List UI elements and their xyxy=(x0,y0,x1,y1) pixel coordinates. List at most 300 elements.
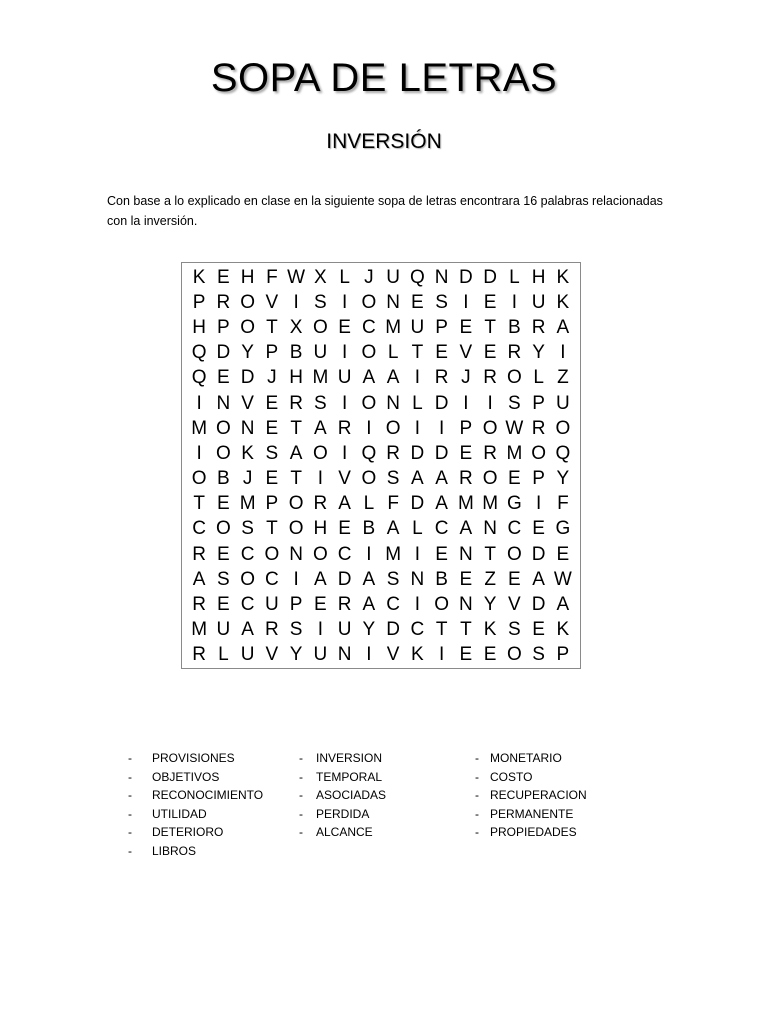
grid-letter: B xyxy=(289,342,303,364)
grid-letter: F xyxy=(387,493,399,515)
grid-letter: C xyxy=(240,543,255,565)
grid-letter: H xyxy=(531,266,546,288)
grid-letter: U xyxy=(313,342,328,364)
grid-letter: D xyxy=(483,266,497,288)
grid-letter: N xyxy=(386,392,400,414)
grid-letter: A xyxy=(362,594,376,616)
grid-letter: I xyxy=(535,493,542,515)
grid-letter: C xyxy=(386,594,400,616)
grid-letter: G xyxy=(555,518,571,540)
grid-letter: D xyxy=(459,266,473,288)
grid-letter: I xyxy=(366,417,372,439)
page-title: SOPA DE LETRAS xyxy=(210,56,558,100)
grid-letter: R xyxy=(265,619,279,641)
grid-letter: U xyxy=(410,316,425,338)
grid-letter: D xyxy=(434,442,449,464)
grid-letter: N xyxy=(337,644,352,666)
grid-letter: Q xyxy=(191,342,207,364)
grid-letter: O xyxy=(385,417,401,439)
grid-letter: Y xyxy=(241,342,254,364)
grid-letter: I xyxy=(366,644,372,666)
grid-letter: J xyxy=(461,367,471,389)
grid-letter: S xyxy=(265,442,279,464)
grid-letter: F xyxy=(557,493,569,515)
grid-letter: I xyxy=(463,392,469,414)
bullet-dash: - xyxy=(299,751,303,765)
word-list-word: MONETARIO xyxy=(490,751,562,765)
grid-letter: D xyxy=(531,543,546,565)
grid-row xyxy=(187,391,575,416)
grid-letter: A xyxy=(435,493,448,515)
grid-letter: U xyxy=(556,392,570,414)
grid-letter: A xyxy=(314,568,327,590)
grid-letter: X xyxy=(314,266,327,288)
grid-letter: O xyxy=(361,392,377,414)
grid-letter: B xyxy=(217,468,230,490)
grid-letter: K xyxy=(556,266,570,288)
grid-letter: O xyxy=(555,417,571,439)
grid-letter: P xyxy=(532,392,545,414)
grid-row xyxy=(187,416,575,441)
grid-letter: S xyxy=(532,644,545,666)
grid-letter: M xyxy=(457,493,474,515)
grid-letter: M xyxy=(191,417,208,439)
grid-letter: V xyxy=(338,468,351,490)
grid-letter: D xyxy=(216,342,231,364)
grid-letter: C xyxy=(362,316,376,338)
grid-letter: L xyxy=(412,392,423,414)
grid-letter: D xyxy=(386,619,400,641)
grid-letter: O xyxy=(361,291,377,313)
grid-letter: I xyxy=(463,291,469,313)
grid-letter: U xyxy=(216,619,231,641)
grid-letter: E xyxy=(459,316,473,338)
grid-letter: A xyxy=(362,367,376,389)
bullet-dash: - xyxy=(475,788,479,803)
grid-letter: E xyxy=(532,518,545,540)
grid-letter: R xyxy=(192,644,206,666)
grid-letter: Z xyxy=(484,568,496,590)
grid-letter: E xyxy=(217,493,230,515)
grid-letter: N xyxy=(240,417,255,439)
grid-letter: E xyxy=(459,644,473,666)
grid-row xyxy=(187,441,575,466)
grid-letter: A xyxy=(192,568,206,590)
grid-letter: A xyxy=(314,417,327,439)
grid-letter: R xyxy=(289,392,303,414)
bullet-dash: - xyxy=(128,843,132,858)
grid-letter: J xyxy=(242,468,253,490)
grid-letter: I xyxy=(317,619,324,641)
grid-letter: Z xyxy=(557,367,569,389)
grid-letter: E xyxy=(338,316,351,338)
grid-letter: C xyxy=(240,594,255,616)
grid-row xyxy=(187,366,575,391)
grid-row xyxy=(187,315,575,340)
grid-letter: A xyxy=(289,442,303,464)
grid-letter: C xyxy=(410,619,425,641)
grid-letter: P xyxy=(289,594,303,616)
word-list-word: UTILIDAD xyxy=(152,806,207,821)
grid-letter: N xyxy=(216,392,231,414)
grid-letter: T xyxy=(484,543,496,565)
grid-letter: M xyxy=(482,493,499,515)
grid-letter: K xyxy=(241,442,254,464)
bullet-dash: - xyxy=(299,769,303,784)
grid-letter: E xyxy=(265,468,279,490)
grid-letter: H xyxy=(289,367,303,389)
grid-letter: E xyxy=(483,342,497,364)
grid-letter: O xyxy=(288,518,304,540)
grid-letter: W xyxy=(505,417,524,439)
grid-letter: O xyxy=(482,417,498,439)
bullet-dash: - xyxy=(475,769,479,784)
grid-letter: O xyxy=(264,543,280,565)
bullet-dash: - xyxy=(475,806,479,821)
grid-letter: N xyxy=(459,543,473,565)
grid-row xyxy=(187,592,575,617)
grid-letter: E xyxy=(483,644,497,666)
grid-letter: O xyxy=(361,342,377,364)
grid-letter: N xyxy=(289,543,303,565)
grid-letter: U xyxy=(337,619,352,641)
grid-letter: U xyxy=(337,367,352,389)
grid-letter: P xyxy=(459,417,473,439)
grid-row xyxy=(187,290,575,315)
grid-letter: A xyxy=(532,568,545,590)
grid-letter: L xyxy=(509,266,520,288)
grid-letter: E xyxy=(459,568,473,590)
grid-letter: E xyxy=(483,291,497,313)
grid-letter: I xyxy=(341,392,348,414)
grid-letter: L xyxy=(363,493,375,515)
grid-letter: A xyxy=(435,468,448,490)
grid-letter: N xyxy=(386,291,400,313)
grid-letter: O xyxy=(482,468,498,490)
grid-letter: T xyxy=(193,493,205,515)
grid-letter: I xyxy=(196,392,202,414)
grid-letter: A xyxy=(459,518,473,540)
grid-letter: T xyxy=(460,619,472,641)
word-list-word: PROPIEDADES xyxy=(490,825,577,840)
grid-row xyxy=(187,341,575,366)
grid-letter: B xyxy=(508,316,521,338)
grid-letter: O xyxy=(191,468,207,490)
grid-letter: M xyxy=(385,543,402,565)
grid-letter: I xyxy=(196,442,202,464)
grid-letter: E xyxy=(338,518,351,540)
grid-letter: R xyxy=(216,291,231,313)
grid-letter: O xyxy=(288,493,304,515)
grid-letter: O xyxy=(506,543,522,565)
grid-letter: C xyxy=(434,518,449,540)
grid-letter: A xyxy=(386,367,400,389)
grid-letter: N xyxy=(410,568,425,590)
grid-row xyxy=(187,567,575,592)
grid-letter: O xyxy=(361,468,377,490)
grid-letter: U xyxy=(531,291,546,313)
grid-letter: R xyxy=(483,367,497,389)
grid-letter: V xyxy=(241,392,254,414)
grid-letter: O xyxy=(506,367,522,389)
grid-letter: I xyxy=(414,367,421,389)
grid-letter: P xyxy=(192,291,206,313)
page-subtitle: INVERSIÓN xyxy=(326,130,442,153)
grid-letter: O xyxy=(240,568,256,590)
grid-letter: I xyxy=(414,543,421,565)
grid-letter: C xyxy=(337,543,352,565)
grid-letter: V xyxy=(265,291,279,313)
grid-letter: S xyxy=(508,619,521,641)
grid-letter: R xyxy=(192,543,206,565)
grid-letter: S xyxy=(314,392,327,414)
bullet-dash: - xyxy=(128,806,132,821)
grid-letter: S xyxy=(217,568,230,590)
grid-letter: S xyxy=(314,291,327,313)
grid-letter: C xyxy=(265,568,279,590)
grid-row xyxy=(187,492,575,517)
grid-letter: U xyxy=(240,644,255,666)
grid-letter: Q xyxy=(361,442,377,464)
grid-letter: E xyxy=(459,442,473,464)
grid-letter: Q xyxy=(409,266,425,288)
grid-letter: S xyxy=(386,568,400,590)
grid-letter: O xyxy=(531,442,547,464)
bullet-dash: - xyxy=(128,788,132,803)
grid-letter: X xyxy=(289,316,303,338)
grid-letter: O xyxy=(434,594,450,616)
grid-letter: Y xyxy=(289,644,303,666)
grid-letter: Y xyxy=(556,468,570,490)
grid-letter: R xyxy=(483,442,497,464)
grid-letter: M xyxy=(385,316,402,338)
grid-letter: V xyxy=(265,644,279,666)
grid-letter: C xyxy=(507,518,522,540)
grid-row xyxy=(187,618,575,643)
grid-letter: L xyxy=(412,518,423,540)
grid-letter: I xyxy=(487,392,493,414)
bullet-dash: - xyxy=(128,751,132,765)
grid-letter: P xyxy=(556,644,570,666)
grid-letter: R xyxy=(459,468,473,490)
grid-letter: W xyxy=(287,266,306,288)
grid-letter: O xyxy=(240,291,256,313)
word-list-word: COSTO xyxy=(490,769,533,784)
grid-letter: P xyxy=(217,316,230,338)
grid-letter: L xyxy=(339,266,350,288)
grid-letter: O xyxy=(215,417,231,439)
grid-letter: E xyxy=(508,468,521,490)
grid-letter: S xyxy=(289,619,303,641)
grid-letter: I xyxy=(341,442,348,464)
word-list-word: TEMPORAL xyxy=(316,769,383,784)
grid-letter: S xyxy=(241,518,254,540)
grid-letter: Y xyxy=(362,619,376,641)
bullet-dash: - xyxy=(475,751,479,765)
bullet-dash: - xyxy=(299,825,303,840)
grid-letter: R xyxy=(337,594,352,616)
grid-letter: T xyxy=(290,417,302,439)
grid-letter: P xyxy=(265,493,279,515)
grid-letter: D xyxy=(434,392,449,414)
grid-letter: E xyxy=(532,619,545,641)
grid-letter: A xyxy=(241,619,254,641)
grid-letter: I xyxy=(317,468,324,490)
grid-letter: E xyxy=(314,594,327,616)
grid-letter: I xyxy=(438,644,445,666)
grid-letter: O xyxy=(312,316,328,338)
grid-letter: E xyxy=(217,594,230,616)
grid-letter: K xyxy=(556,291,570,313)
grid-letter: H xyxy=(240,266,255,288)
grid-letter: S xyxy=(386,468,400,490)
grid-letter: A xyxy=(362,568,376,590)
grid-letter: F xyxy=(266,266,278,288)
grid-letter: H xyxy=(192,316,206,338)
grid-letter: N xyxy=(434,266,449,288)
word-list-word: RECUPERACION xyxy=(490,788,587,803)
grid-letter: A xyxy=(411,468,424,490)
grid-letter: E xyxy=(217,266,230,288)
grid-letter: A xyxy=(338,493,351,515)
grid-letter: J xyxy=(267,367,277,389)
grid-letter: H xyxy=(313,518,328,540)
word-list xyxy=(0,751,768,871)
grid-letter: R xyxy=(531,417,546,439)
grid-letter: Y xyxy=(483,594,497,616)
grid-letter: L xyxy=(533,367,544,389)
grid-letter: I xyxy=(511,291,518,313)
word-list-word: PERDIDA xyxy=(316,806,370,821)
grid-letter: W xyxy=(553,568,572,590)
grid-letter: T xyxy=(290,468,302,490)
grid-letter: M xyxy=(506,442,523,464)
word-list-word: LIBROS xyxy=(152,843,197,858)
bullet-dash: - xyxy=(475,825,479,840)
grid-letter: I xyxy=(293,568,299,590)
bullet-dash: - xyxy=(299,788,303,803)
grid-letter: I xyxy=(341,342,348,364)
word-list-word: OBJETIVOS xyxy=(152,769,220,784)
bullet-dash: - xyxy=(128,825,132,840)
grid-letter: B xyxy=(435,568,448,590)
grid-letter: G xyxy=(506,493,522,515)
grid-letter: E xyxy=(265,417,279,439)
grid-letter: E xyxy=(265,392,279,414)
grid-letter: A xyxy=(386,518,400,540)
grid-letter: R xyxy=(531,316,546,338)
grid-letter: I xyxy=(560,342,566,364)
grid-letter: D xyxy=(531,594,546,616)
grid-letter: R xyxy=(507,342,522,364)
grid-letter: B xyxy=(362,518,376,540)
instructions-text: Con base a lo explicado en clase en la siguiente sopa de letras encontrara 16 palabras relacionadas con la inversión. xyxy=(107,194,663,228)
grid-letter: T xyxy=(266,518,278,540)
grid-letter: D xyxy=(410,442,425,464)
grid-letter: N xyxy=(483,518,497,540)
word-search-grid xyxy=(181,262,581,669)
grid-letter: C xyxy=(192,518,206,540)
grid-letter: S xyxy=(508,392,521,414)
grid-letter: P xyxy=(435,316,448,338)
grid-letter: D xyxy=(337,568,352,590)
grid-letter: E xyxy=(556,543,570,565)
grid-letter: I xyxy=(414,417,421,439)
word-list-word: INVERSION xyxy=(316,751,383,765)
grid-letter: P xyxy=(265,342,279,364)
grid-letter: I xyxy=(414,594,421,616)
word-list-word: PERMANENTE xyxy=(490,806,574,821)
grid-letter: T xyxy=(266,316,278,338)
grid-letter: M xyxy=(239,493,256,515)
grid-letter: M xyxy=(191,619,208,641)
grid-letter: Q xyxy=(191,367,207,389)
bullet-dash: - xyxy=(299,806,303,821)
grid-letter: E xyxy=(217,543,230,565)
grid-letter: A xyxy=(556,316,570,338)
grid-letter: K xyxy=(556,619,570,641)
word-list-word: PROVISIONES xyxy=(152,751,235,765)
grid-letter: O xyxy=(312,442,328,464)
grid-letter: I xyxy=(341,291,348,313)
grid-letter: A xyxy=(556,594,570,616)
grid-letter: P xyxy=(532,468,545,490)
grid-letter: J xyxy=(364,266,374,288)
grid-letter: U xyxy=(313,644,328,666)
grid-letter: R xyxy=(192,594,206,616)
grid-letter: R xyxy=(434,367,449,389)
grid-letter: Q xyxy=(555,442,571,464)
grid-letter: E xyxy=(435,342,448,364)
grid-letter: I xyxy=(366,543,372,565)
grid-row xyxy=(187,542,575,567)
grid-letter: O xyxy=(506,644,522,666)
grid-letter: T xyxy=(411,342,424,364)
grid-letter: E xyxy=(217,367,230,389)
word-list-word: DETERIORO xyxy=(152,825,224,840)
grid-letter: K xyxy=(192,266,206,288)
grid-letter: D xyxy=(410,493,425,515)
grid-letter: T xyxy=(484,316,496,338)
word-list-word: RECONOCIMIENTO xyxy=(152,788,264,803)
grid-letter: O xyxy=(312,543,328,565)
grid-letter: E xyxy=(508,568,521,590)
grid-letter: O xyxy=(240,316,256,338)
grid-letter: V xyxy=(386,644,400,666)
word-list-word: ASOCIADAS xyxy=(316,788,387,803)
grid-letter: K xyxy=(411,644,424,666)
bullet-dash: - xyxy=(128,769,132,784)
grid-letter: U xyxy=(265,594,279,616)
grid-letter: Y xyxy=(532,342,545,364)
grid-letter: O xyxy=(215,442,231,464)
grid-letter: R xyxy=(313,493,328,515)
grid-letter: R xyxy=(386,442,400,464)
grid-row xyxy=(187,517,575,542)
grid-letter: O xyxy=(215,518,231,540)
grid-letter: S xyxy=(435,291,448,313)
grid-row xyxy=(187,467,575,492)
grid-letter: E xyxy=(411,291,424,313)
grid-letter: L xyxy=(387,342,399,364)
grid-letter: T xyxy=(435,619,448,641)
grid-letter: M xyxy=(312,367,329,389)
grid-letter: I xyxy=(293,291,299,313)
grid-letter: L xyxy=(218,644,229,666)
grid-letter: N xyxy=(459,594,473,616)
grid-letter: U xyxy=(386,266,400,288)
grid-letter: V xyxy=(459,342,473,364)
